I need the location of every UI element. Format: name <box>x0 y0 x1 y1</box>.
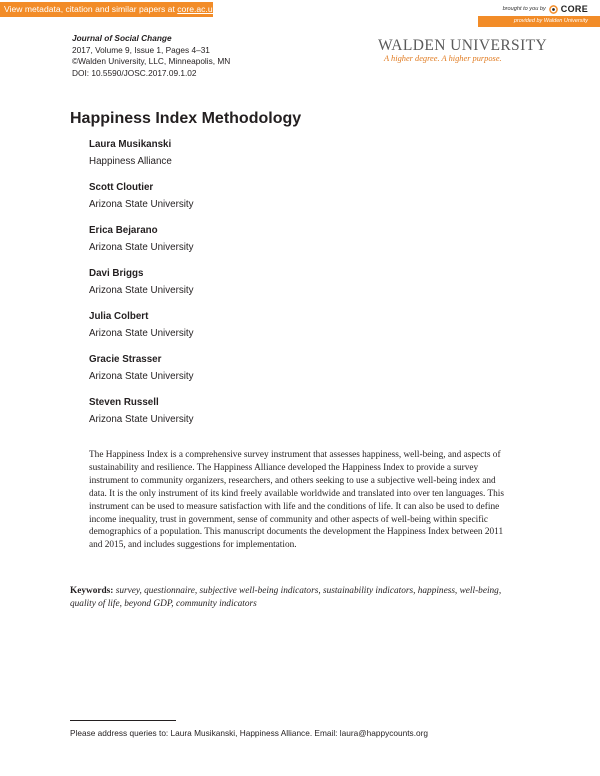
author-affiliation: Arizona State University <box>89 371 194 382</box>
core-banner <box>0 0 600 28</box>
core-logo-icon <box>549 5 558 14</box>
author-name: Scott Cloutier <box>89 182 154 193</box>
core-site-link[interactable]: core.ac.uk <box>177 4 217 14</box>
keywords-value: survey, questionnaire, subjective well-being indicators, sustainability indicators, happiness, well-being, quality of life, beyond GDP, community indicators <box>70 586 502 609</box>
core-brand-name: CORE <box>560 4 588 14</box>
author-affiliation: Happiness Alliance <box>89 156 172 167</box>
author-affiliation: Arizona State University <box>89 414 194 425</box>
provided-by-banner[interactable]: provided by Walden University <box>478 16 600 27</box>
brought-by-text: brought to you by <box>502 6 546 12</box>
author-entry <box>89 396 194 439</box>
journal-info <box>72 33 230 79</box>
author-entry <box>89 353 194 396</box>
author-entry <box>89 181 194 224</box>
author-name: Gracie Strasser <box>89 354 162 365</box>
journal-name: Journal of Social Change <box>72 33 172 43</box>
abstract-paragraph: The Happiness Index is a comprehensive survey instrument that assesses happiness, well-being, and aspects of sustainability and resilience. The Happiness Alliance developed the Happiness Index to provide a survey instrument to community organizers, researchers, and others seeking to use a subjective well-being index and data. It is the only instrument of its kind freely available worldwide and translated into over ten languages. This instrument can be used to measure satisfaction with life and the conditions of life. It can also be used to define income inequality, trust in government, sense of community and other aspects of well-being within specific demographics of a population. This manuscript documents the development the Happiness Index between 2011 and 2015, and includes suggestions for implementation. <box>89 450 504 551</box>
journal-doi: DOI: 10.5590/JOSC.2017.09.1.02 <box>72 67 197 78</box>
author-entry <box>89 138 194 181</box>
correspondence-footnote: Please address queries to: Laura Musikanski, Happiness Alliance. Email: laura@happycounts.org <box>70 728 429 738</box>
core-metadata-link[interactable] <box>0 2 217 17</box>
core-link-text: View metadata, citation and similar papers at <box>4 4 175 14</box>
author-name: Steven Russell <box>89 397 159 408</box>
author-list <box>89 138 194 439</box>
walden-logo <box>378 37 548 63</box>
keywords-label: Keywords: <box>70 586 114 596</box>
walden-logo-tagline: A higher degree. A higher purpose. <box>384 54 502 63</box>
author-affiliation: Arizona State University <box>89 285 194 296</box>
author-name: Julia Colbert <box>89 311 149 322</box>
journal-copyright: ©Walden University, LLC, Minneapolis, MN <box>72 56 231 66</box>
keywords <box>70 585 520 611</box>
author-name: Laura Musikanski <box>89 139 172 150</box>
footnote-divider <box>70 720 176 721</box>
author-entry <box>89 310 194 353</box>
author-affiliation: Arizona State University <box>89 199 194 210</box>
author-entry <box>89 267 194 310</box>
paper-title: Happiness Index Methodology <box>70 110 302 127</box>
author-name: Davi Briggs <box>89 268 144 279</box>
author-entry <box>89 224 194 267</box>
journal-volume: 2017, Volume 9, Issue 1, Pages 4–31 <box>72 44 210 55</box>
author-name: Erica Bejarano <box>89 225 158 236</box>
author-affiliation: Arizona State University <box>89 242 194 253</box>
walden-logo-name: WALDEN UNIVERSITY <box>378 37 548 54</box>
author-affiliation: Arizona State University <box>89 328 194 339</box>
core-brand[interactable] <box>503 4 588 14</box>
